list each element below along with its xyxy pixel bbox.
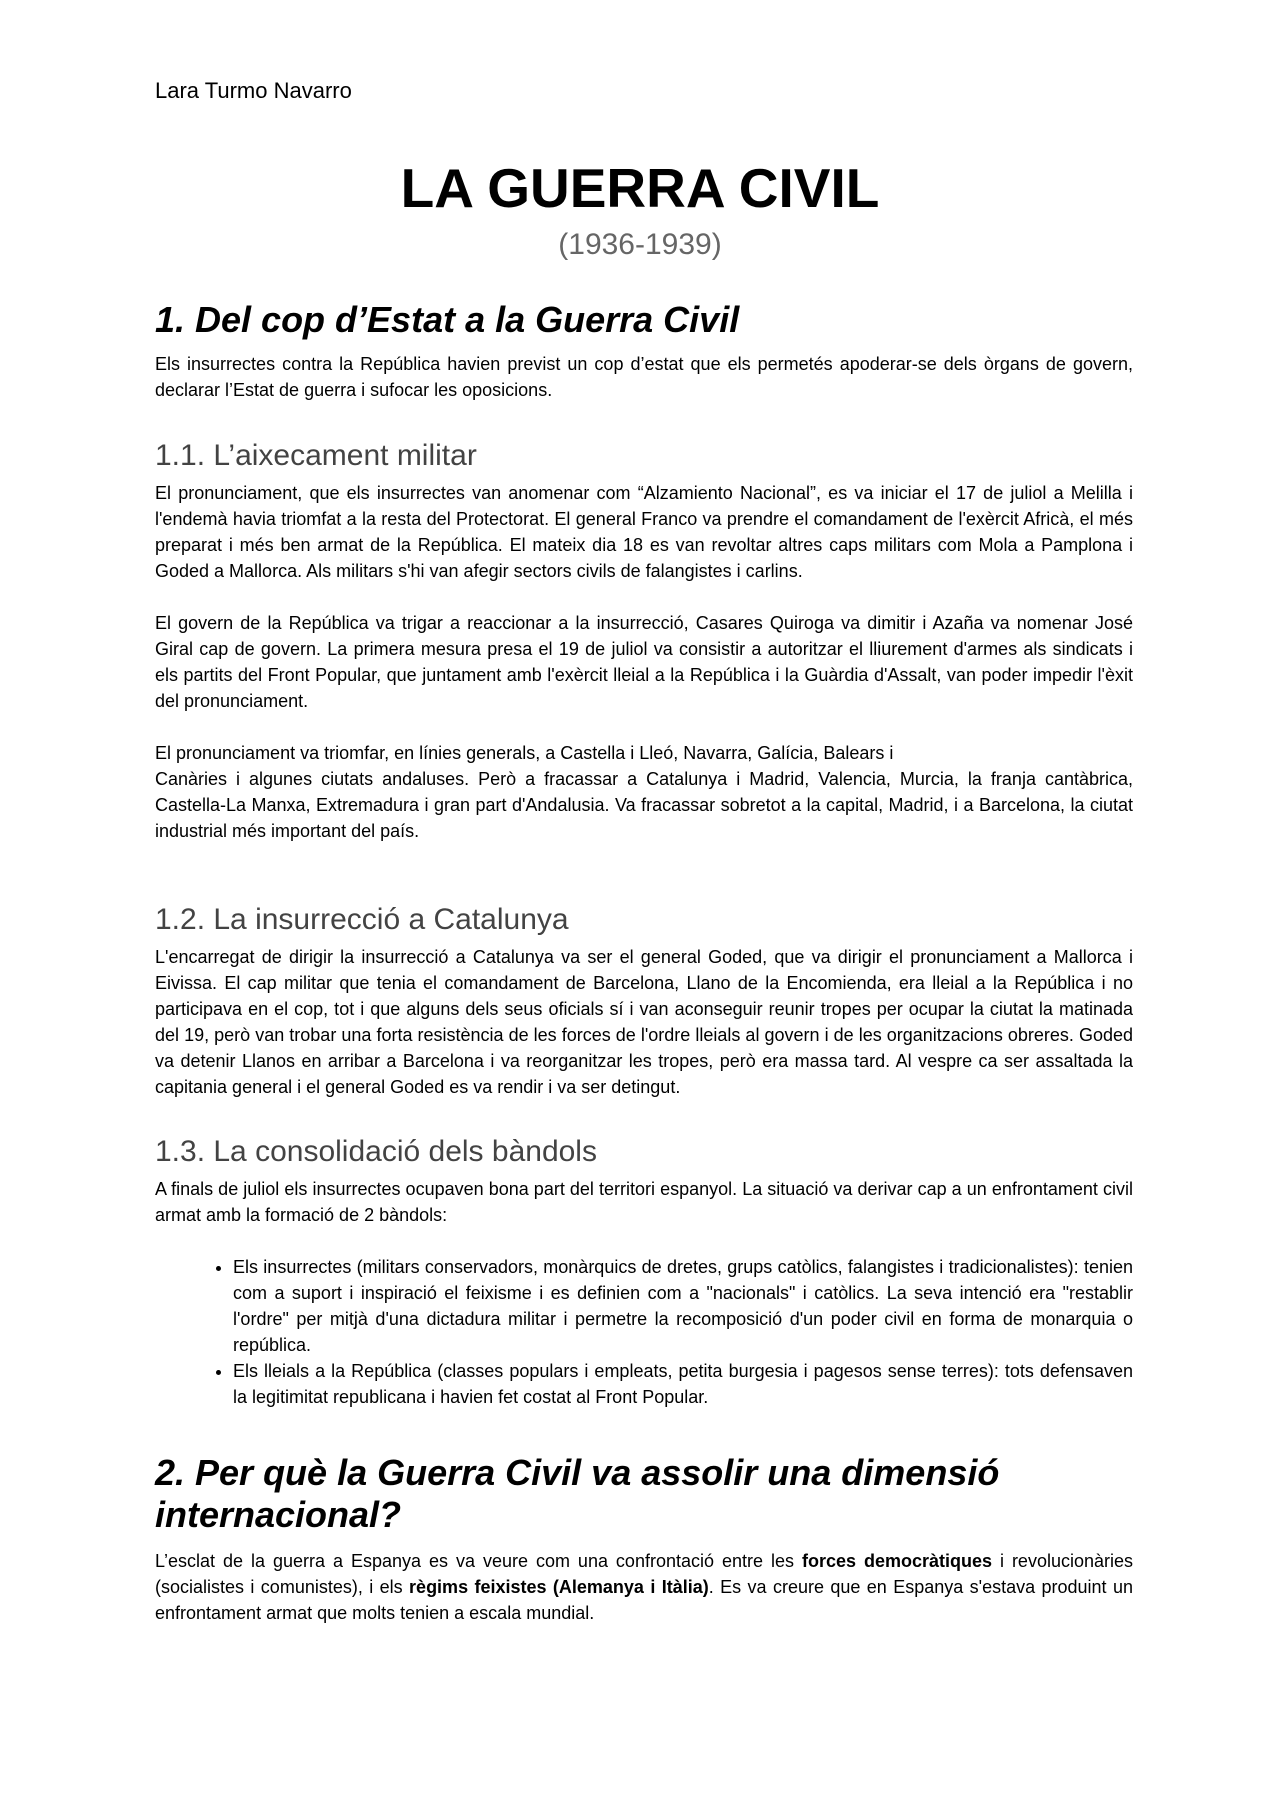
text-span: i revolucionàries (socialistes i comunistes), i els (155, 1551, 1134, 1598)
document-title: LA GUERRA CIVIL (400, 157, 880, 219)
section-1 (155, 299, 1133, 403)
section-1-1 (155, 438, 1133, 844)
author-name: Lara Turmo Navarro (155, 78, 352, 103)
section-2-paragraph-1 (155, 1548, 1133, 1626)
section-1-3 (155, 1134, 1133, 1410)
section-1-3-paragraph-1: A finals de juliol els insurrectes ocupaven bona part del territori espanyol. La situació va derivar cap a un enfrontament civil armat amb la formació de 2 bàndols: (155, 1179, 1133, 1225)
section-1-1-heading: 1.1. L’aixecament militar (155, 439, 477, 472)
section-1-2-paragraph-1: L'encarregat de dirigir la insurrecció a Catalunya va ser el general Goded, que va dirigir el pronunciament a Mallorca i Eivissa. El cap militar que tenia el comandament de Barcelona, Llano de la Encomienda, era lleial a la República i no participava en el cop, tot i que alguns dels seus oficials sí i van aconseguir reunir tropes per ocupar la ciutat la matinada del 19, però van trobar una forta resistència de les forces de l'ordre lleials al govern i de les organitzacions obreres. Goded va detenir Llanos en arribar a Barcelona i va reorganitzar les tropes, però era massa tard. Al vespre ca ser assaltada la capitania general i el general Goded es va rendir i va ser detingut. (155, 947, 1133, 1097)
section-1-1-paragraph-3-line-1: El pronunciament va triomfar, en línies generals, a Castella i Lleó, Navarra, Galícia, Balears i (155, 743, 894, 763)
bold-text: forces democràtiques (801, 1551, 992, 1572)
list-item: • Els lleials a la República (classes populars i empleats, petita burgesia i pagesos sense terres): tots defensaven la legitimitat republicana i havien fet costat al Front Popular. (233, 1358, 1133, 1410)
document-subtitle: (1936-1939) (558, 228, 722, 261)
section-1-3-bullet-list (155, 1254, 1133, 1410)
bold-text: règims feixistes (Alemanya i Itàlia) (409, 1577, 709, 1598)
section-1-intro: Els insurrectes contra la República havien previst un cop d’estat que els permetés apoderar-se dels òrgans de govern, declarar l’Estat de guerra i sufocar les oposicions. (155, 354, 1133, 401)
section-1-2 (155, 902, 1133, 1100)
section-1-1-paragraph-1: El pronunciament, que els insurrectes van anomenar com “Alzamiento Nacional”, es va iniciar el 17 de juliol a Melilla i l'endemà havia triomfat a la resta del Protectorat. El general Franco va prendre el comandament de l'exèrcit Africà, el més preparat i més ben armat de la República. El mateix dia 18 es van revoltar altres caps militars com Mola a Pamplona i Goded a Mallorca. Als militars s'hi van afegir sectors civils de falangistes i carlins. (155, 483, 1133, 581)
section-1-1-paragraph-2: El govern de la República va trigar a reaccionar a la insurrecció, Casares Quiroga va dimitir i Azaña va nomenar José Giral cap de govern. La primera mesura presa el 19 de juliol va consistir a autoritzar el lliurement d'armes als sindicats i els partits del Front Popular, que juntament amb l'exèrcit lleial a la República i la Guàrdia d'Assalt, van poder impedir l'èxit del pronunciament. (155, 613, 1133, 711)
section-1-3-heading: 1.3. La consolidació dels bàndols (155, 1135, 597, 1168)
section-2-heading: 2. Per què la Guerra Civil va assolir una dimensió internacional? (155, 1452, 1000, 1536)
list-item: • Els insurrectes (militars conservadors, monàrquics de dretes, grups catòlics, falangistes i tradicionalistes): tenien com a suport i inspiració el feixisme i es definien com a "nacionals" i catòlics. La seva intenció era "restablir l'ordre" per mitjà d'una dictadura militar i permetre la recomposició d'un poder civil en forma de monarquia o república. (233, 1254, 1133, 1358)
section-1-1-paragraph-3: Canàries i algunes ciutats andaluses. Però a fracassar a Catalunya i Madrid, Valencia, Murcia, la franja cantàbrica, Castella-La Manxa, Extremadura i gran part d'Andalusia. Va fracassar sobretot a la capital, Madrid, i a Barcelona, la ciutat industrial més important del país. (155, 769, 1133, 841)
section-2 (155, 1452, 1133, 1626)
section-1-2-heading: 1.2. La insurrecció a Catalunya (155, 903, 569, 936)
section-1-heading: 1. Del cop d’Estat a la Guerra Civil (155, 299, 740, 340)
text-span: L’esclat de la guerra a Espanya es va veure com una confrontació entre les (155, 1551, 802, 1572)
text-span: . Es va creure que en Espanya s'estava produint un enfrontament armat que molts tenien a escala mundial. (155, 1577, 1133, 1624)
